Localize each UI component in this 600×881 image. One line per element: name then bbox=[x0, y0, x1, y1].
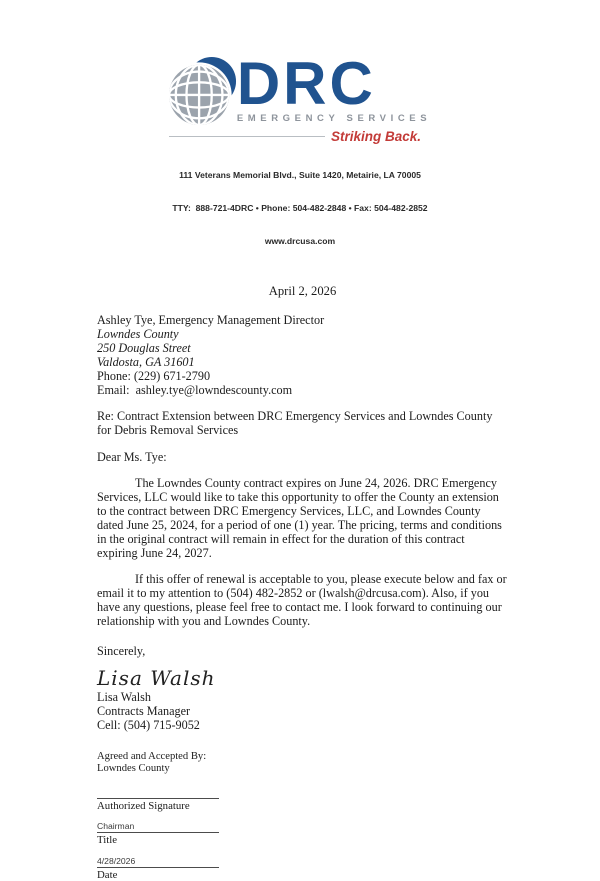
letterhead-address bbox=[0, 148, 600, 269]
letter-content bbox=[0, 284, 600, 881]
logo-subtitle: EMERGENCY SERVICES bbox=[236, 113, 432, 124]
acceptance-block bbox=[97, 751, 508, 881]
globe-icon bbox=[169, 56, 237, 128]
date-line-rule bbox=[97, 867, 219, 868]
recipient-email: Email: ashley.tye@lowndescounty.com bbox=[97, 383, 293, 397]
logo-text bbox=[236, 50, 432, 124]
drc-logo bbox=[0, 50, 600, 128]
subject-line: Re: Contract Extension between DRC Emergency Services and Lowndes County for Debris Removal Services bbox=[97, 409, 493, 437]
recipient-city: Valdosta, GA 31601 bbox=[97, 355, 195, 369]
salutation: Dear Ms. Tye: bbox=[97, 450, 167, 464]
address-line-1: 111 Veterans Memorial Blvd., Suite 1420, Metairie, LA 70005 bbox=[179, 170, 421, 180]
address-line-2: TTY: 888-721-4DRC • Phone: 504-482-2848 • Fax: 504-482-2852 bbox=[172, 203, 428, 213]
signer-title: Contracts Manager bbox=[97, 704, 191, 718]
title-label: Title bbox=[97, 834, 118, 847]
recipient-name: Ashley Tye, Emergency Management Director bbox=[97, 313, 325, 327]
handwritten-signature: Lisa Walsh bbox=[97, 666, 216, 690]
letterhead bbox=[0, 0, 600, 269]
tagline-rule bbox=[169, 136, 325, 137]
signer-block bbox=[97, 690, 508, 732]
signature-line-label: Authorized Signature bbox=[97, 799, 190, 812]
signature-line bbox=[97, 798, 219, 799]
closing-sincerely: Sincerely, bbox=[97, 644, 146, 658]
recipient-phone: Phone: (229) 671-2790 bbox=[97, 369, 211, 383]
date-field bbox=[97, 856, 508, 881]
signer-name: Lisa Walsh bbox=[97, 690, 151, 704]
recipient-organization: Lowndes County bbox=[97, 327, 179, 341]
signer-cell: Cell: (504) 715-9052 bbox=[97, 718, 200, 732]
recipient-block bbox=[97, 313, 508, 397]
date-value: 4/28/2026 bbox=[97, 855, 136, 866]
drc-wordmark: DRC bbox=[236, 50, 376, 117]
tagline-row bbox=[169, 129, 421, 144]
body-paragraph-1: The Lowndes County contract expires on June 24, 2026. DRC Emergency Services, LLC would like to take this opportunity to offer the County an extension to the contract between DRC Emergency Services, LLC, and Lowndes County dated June 25, 2024, for a period of one (1) year. The pricing, terms and conditions in the original contract will remain in effect for the duration of this contract expiring June 24, 2027. bbox=[97, 476, 502, 560]
authorized-signature-field bbox=[97, 798, 508, 812]
recipient-street: 250 Douglas Street bbox=[97, 341, 191, 355]
title-value: Chairman bbox=[97, 821, 135, 832]
body-paragraph-2: If this offer of renewal is acceptable to you, please execute below and fax or email it to my attention to (504) 482-2852 or (lwalsh@drcusa.com). Also, if you have any questions, please feel free to contact me. I look forward to continuing our relationship with you and Lowndes County. bbox=[97, 572, 507, 628]
acceptance-organization: Lowndes County bbox=[97, 763, 170, 775]
agreed-label: Agreed and Accepted By: bbox=[97, 751, 207, 762]
website: www.drcusa.com bbox=[264, 236, 336, 246]
title-field bbox=[97, 821, 508, 846]
tagline: Striking Back. bbox=[330, 129, 421, 144]
letter-date: April 2, 2026 bbox=[268, 284, 337, 298]
title-line bbox=[97, 832, 219, 833]
date-label: Date bbox=[97, 868, 118, 881]
